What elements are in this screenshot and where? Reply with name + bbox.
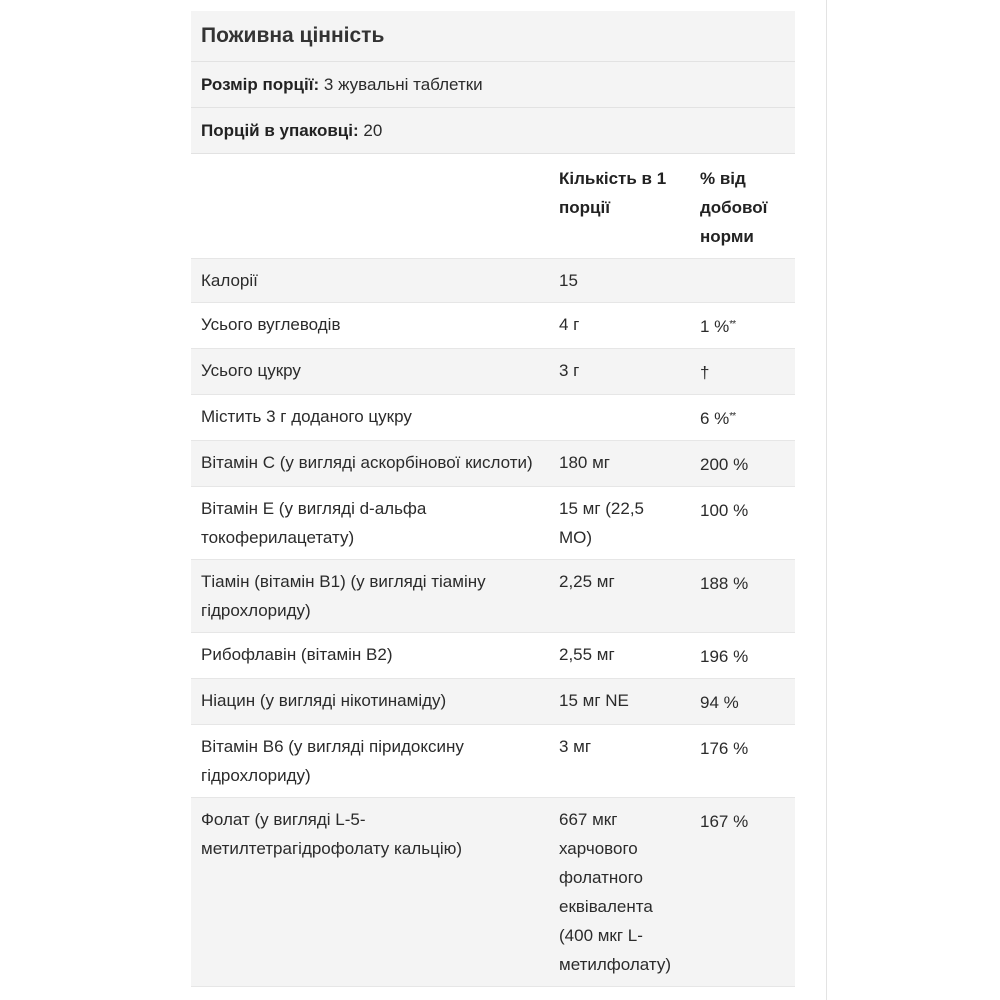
nutrient-amount: 667 мкг харчового фолатного еквівалента (400 мкг L-метилфолату) (559, 810, 671, 974)
serving-size-value: 3 жувальні таблетки (323, 74, 483, 94)
table-row (191, 349, 795, 395)
nutrient-daily-value (700, 487, 795, 559)
nutrient-daily-value (700, 679, 795, 724)
table-row (191, 633, 795, 679)
nutrient-name: Рибофлавін (вітамін B2) (201, 645, 393, 664)
page-divider (826, 0, 827, 1000)
table-row (191, 259, 795, 303)
daily-value-text: 188 % (700, 574, 749, 593)
daily-value-text: 196 % (700, 647, 749, 666)
nutrient-daily-value (700, 441, 795, 486)
table-title-row (191, 11, 795, 62)
serving-size-label: Розмір порції: (201, 74, 320, 94)
servings-value: 20 (363, 120, 383, 140)
nutrient-daily-value (700, 633, 795, 678)
nutrient-daily-value (700, 560, 795, 632)
nutrient-name: Усього цукру (201, 361, 301, 380)
nutrient-name: Тіамін (вітамін B1) (у вигляді тіаміну гідрохлориду) (201, 572, 486, 620)
nutrient-daily-value (700, 303, 795, 348)
daily-value-text: 167 % (700, 812, 749, 831)
table-row (191, 441, 795, 487)
nutrient-name: Ніацин (у вигляді нікотинаміду) (201, 691, 447, 710)
column-header-amount: Кількість в 1 порції (559, 169, 667, 217)
daily-value-text: 6 % (700, 409, 730, 428)
column-header-dv: % від добової норми (700, 169, 768, 246)
table-row (191, 487, 795, 560)
daily-value-text: 200 % (700, 455, 749, 474)
nutrient-name: Вітамін E (у вигляді d-альфа токоферилацетату) (201, 499, 427, 547)
nutrient-amount: 3 г (559, 361, 580, 380)
column-header-row (191, 154, 795, 259)
nutrient-daily-value (700, 395, 795, 440)
table-row (191, 679, 795, 725)
table-title: Поживна цінність (201, 24, 385, 47)
footnote-marker: ** (729, 319, 736, 330)
nutrient-amount (559, 395, 700, 440)
nutrition-facts-table (191, 11, 795, 987)
nutrient-name: Усього вуглеводів (201, 315, 341, 334)
daily-value-text: † (700, 363, 710, 382)
nutrient-amount: 180 мг (559, 453, 610, 472)
nutrient-amount: 4 г (559, 315, 580, 334)
nutrient-name: Вітамін B6 (у вигляді піридоксину гідрохлориду) (201, 737, 464, 785)
daily-value-text: 94 % (700, 693, 739, 712)
footnote-marker: ** (729, 411, 736, 422)
nutrient-name: Містить 3 г доданого цукру (201, 407, 412, 426)
servings-per-container-row (191, 108, 795, 154)
nutrient-daily-value (700, 349, 795, 394)
nutrient-amount: 3 мг (559, 737, 592, 756)
daily-value-text: 100 % (700, 501, 749, 520)
nutrient-name: Вітамін C (у вигляді аскорбінової кислоти) (201, 453, 533, 472)
nutrient-name: Калорії (201, 271, 258, 290)
column-header-nutrient (191, 157, 559, 258)
table-row (191, 303, 795, 349)
table-row (191, 798, 795, 987)
table-row (191, 560, 795, 633)
nutrient-name: Фолат (у вигляді L-5-метилтетрагідрофолату кальцію) (201, 810, 463, 858)
servings-label: Порцій в упаковці: (201, 120, 359, 140)
daily-value-text: 176 % (700, 739, 749, 758)
nutrient-amount: 15 мг (22,5 МО) (559, 499, 644, 547)
nutrient-daily-value (700, 259, 795, 302)
table-row (191, 395, 795, 441)
nutrient-daily-value (700, 725, 795, 797)
nutrient-daily-value (700, 798, 795, 986)
daily-value-text: 1 % (700, 317, 730, 336)
serving-size-row (191, 62, 795, 108)
nutrient-amount: 2,55 мг (559, 645, 615, 664)
nutrient-amount: 15 (559, 271, 578, 290)
table-row (191, 725, 795, 798)
nutrient-rows (191, 259, 795, 987)
nutrient-amount: 2,25 мг (559, 572, 615, 591)
nutrient-amount: 15 мг NE (559, 691, 629, 710)
